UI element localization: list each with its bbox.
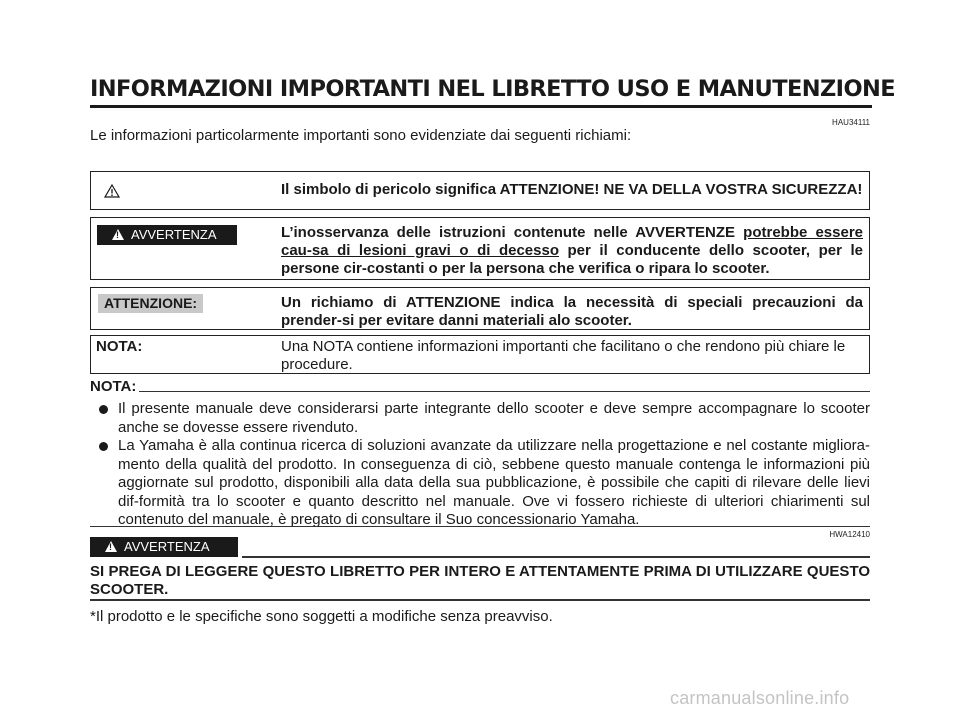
nota-rule xyxy=(139,391,870,392)
nota-legend-box xyxy=(90,335,870,374)
avvertenza-legend-box xyxy=(90,217,870,280)
warning-triangle-icon xyxy=(104,184,120,198)
nota-bullet-text: La Yamaha è alla continua ricerca di soluzioni avanzate da utilizzare nella progettazione e nel costante migliora-mento della qualità del prodotto. In conseguenza di ciò, sebbene questo manuale contenga le informazioni più aggiornate sul prodotto, disponibili alla data della sua pubblicazione, è possibile che capiti di rilevare delle lievi dif-formità tra lo scooter e quanto descritto nel manuale. Ove vi fossero richieste di ulteriori chiarimenti sul contenuto del manuale, è pregato di consultare il Suo concessionario Yamaha. xyxy=(118,437,870,529)
safety-symbol-cell xyxy=(91,172,277,209)
avvertenza-badge-label: AVVERTENZA xyxy=(124,539,210,554)
avvertenza-badge xyxy=(90,537,238,557)
warning-triangle-icon xyxy=(105,541,117,552)
avvertenza-badge xyxy=(97,225,237,245)
safety-symbol-text: Il simbolo di pericolo significa ATTENZIONE! NE VA DELLA VOSTRA SICUREZZA! xyxy=(281,181,863,198)
warning-text: SI PREGA DI LEGGERE QUESTO LIBRETTO PER INTERO E ATTENTAMENTE PRIMA DI UTILIZZARE QUESTO SCOOTER. xyxy=(90,563,870,598)
nota-legend-text: Una NOTA contiene informazioni importanti che facilitano o che rendono più chiare le procedure. xyxy=(281,338,846,373)
nota-section-label: NOTA: xyxy=(90,378,137,395)
footnote: *Il prodotto e le specifiche sono soggetti a modifiche senza preavviso. xyxy=(90,608,553,625)
avvertenza-legend-text xyxy=(281,224,863,278)
section-code: HAU34111 xyxy=(832,118,870,127)
avvertenza-badge-label: AVVERTENZA xyxy=(131,227,217,242)
avvertenza-text-a: L’inosservanza delle istruzioni contenute nelle AVVERTENZE xyxy=(281,224,744,241)
warning-triangle-icon xyxy=(112,229,124,240)
intro-text: Le informazioni particolarmente importanti sono evidenziate dai seguenti richiami: xyxy=(90,127,632,144)
warning-code: HWA12410 xyxy=(829,530,870,539)
attenzione-legend-text: Un richiamo di ATTENZIONE indica la necessità di speciali precauzioni da prender-si per evitare danni materiali alo scooter. xyxy=(281,294,863,329)
nota-bullet-text: Il presente manuale deve considerarsi parte integrante dello scooter e deve sempre accompagnare lo scooter anche se dovesse essere rivenduto. xyxy=(118,400,870,436)
safety-symbol-box xyxy=(90,171,870,210)
bullet-dot-icon xyxy=(99,405,108,414)
nota-legend-cell xyxy=(91,336,277,373)
bullet-dot-icon xyxy=(99,442,108,451)
avvertenza-text-underlined: potrebbe essere cau-sa di lesioni gravi o di decesso xyxy=(281,224,863,259)
avvertenza-legend-cell xyxy=(91,218,277,279)
warning-rule xyxy=(242,556,870,558)
avvertenza-text-b: per il conducente dello scooter, per le persone cir-costanti o per la persona che verifica o ripara lo scooter. xyxy=(281,242,863,277)
nota-legend-label: NOTA: xyxy=(96,338,143,355)
warning-end-rule xyxy=(90,599,870,601)
attenzione-legend-cell xyxy=(91,288,277,329)
page-title: INFORMAZIONI IMPORTANTI NEL LIBRETTO USO E MANUTENZIONE xyxy=(90,76,872,108)
watermark: carmanualsonline.info xyxy=(670,688,850,708)
attenzione-badge: ATTENZIONE: xyxy=(98,294,203,313)
attenzione-legend-box xyxy=(90,287,870,330)
nota-end-rule xyxy=(90,526,870,527)
